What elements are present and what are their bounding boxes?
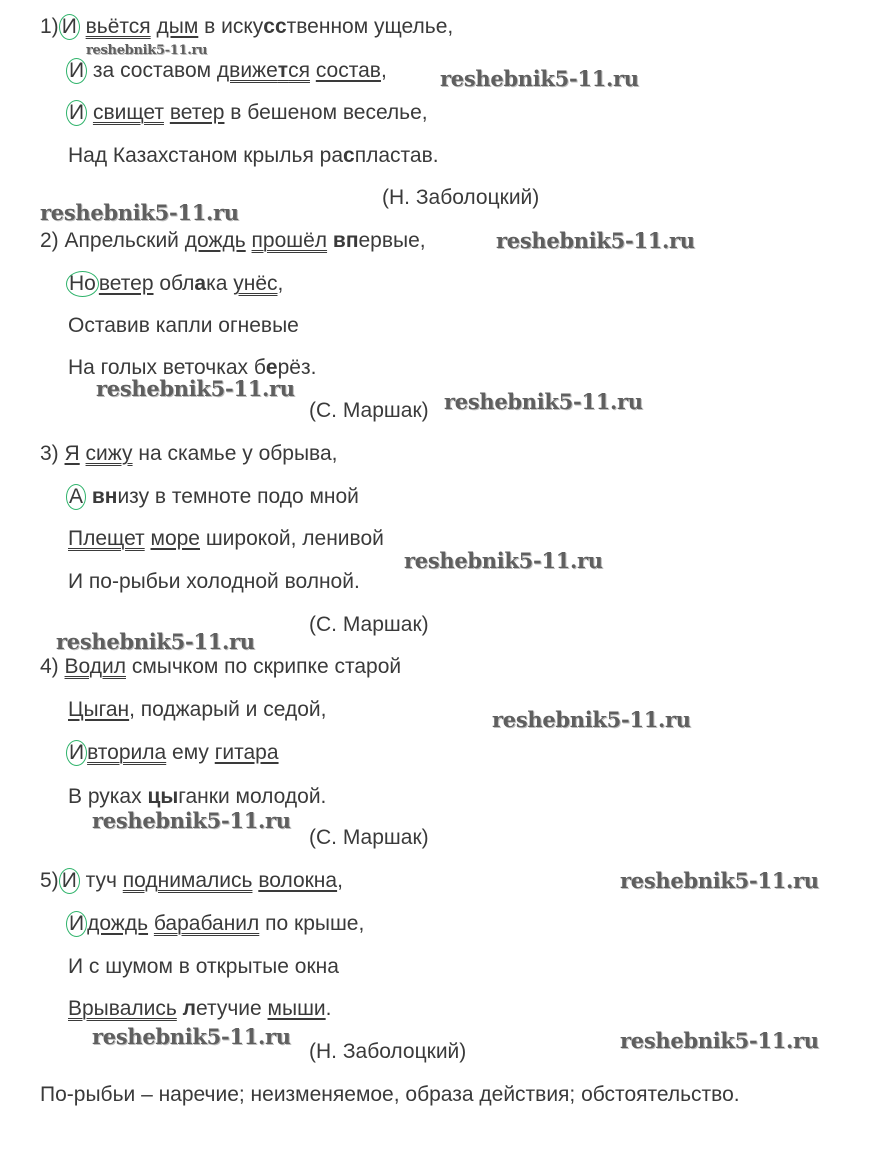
subject: море [150, 527, 200, 550]
poem-4-line-1: 4) Водил смычком по скрипке старой [40, 655, 402, 678]
poem-number: 5) [40, 869, 59, 892]
poem-number: 4) [40, 655, 59, 678]
poem-3-line-4: И по-рыбьи холодной волной. [68, 570, 360, 593]
predicate: вьётся [85, 15, 151, 38]
predicate: сижу [85, 442, 133, 465]
watermark: reshebnik5-11.ru [620, 868, 819, 893]
watermark: reshebnik5-11.ru [404, 548, 603, 573]
predicate: Водил [64, 655, 126, 678]
subject: волокна [258, 869, 338, 892]
poem-4-line-2: Цыган, поджарый и седой, [68, 698, 327, 721]
predicate: свищет [92, 101, 164, 124]
subject: дым [156, 15, 199, 38]
poem-5-line-2: И дождь барабанил по крыше, [66, 911, 364, 937]
poem-3-line-3: Плещет море широкой, ленивой [68, 527, 384, 550]
poem-3-author: (С. Маршак) [309, 613, 429, 636]
watermark: reshebnik5-11.ru [40, 200, 239, 225]
watermark: reshebnik5-11.ru [620, 1028, 819, 1053]
subject: Цыган [68, 698, 130, 721]
poem-2-line-3: Оставив капли огневые [68, 314, 299, 337]
circled-conjunction: И [66, 100, 87, 126]
poem-4-line-3: И вторила ему гитара [66, 740, 279, 766]
poem-3-line-2: А внизу в темноте подо мной [66, 484, 359, 510]
poem-4-author: (С. Маршак) [309, 826, 429, 849]
circled-conjunction: И [66, 740, 87, 766]
poem-5-line-1: 5) И туч поднимались волокна, [40, 869, 343, 892]
poem-1-line-4: Над Казахстаном крылья распластав. [68, 144, 439, 167]
subject: Я [64, 442, 80, 465]
circled-conjunction: Но [66, 271, 99, 297]
watermark: reshebnik5-11.ru [56, 629, 255, 654]
poem-5-line-3: И с шумом в открытые окна [68, 955, 339, 978]
poem-1-author: (Н. Заболоцкий) [382, 186, 540, 209]
subject: дождь [87, 912, 149, 935]
poem-1-line-3: И свищет ветер в бешеном веселье, [66, 100, 428, 126]
poem-1-line-2: И за составом движется состав, [66, 58, 387, 84]
poem-2-line-4: На голых веточках берёз. [68, 356, 317, 379]
subject: ветер [98, 272, 154, 295]
circled-conjunction: И [66, 58, 87, 84]
predicate: унёс [233, 272, 278, 295]
watermark: reshebnik5-11.ru [492, 707, 691, 732]
watermark: reshebnik5-11.ru [496, 228, 695, 253]
poem-number: 2) [40, 229, 59, 252]
predicate: вторила [87, 741, 167, 764]
poem-1-line-1: 1) И вьётся дым в искусственном ущелье, [40, 15, 454, 38]
watermark: reshebnik5-11.ru [92, 808, 291, 833]
poem-2-line-1: 2) Апрельский дождь прошёл впервые, [40, 229, 426, 252]
poem-5-author: (Н. Заболоцкий) [309, 1040, 467, 1063]
poem-4-line-4: В руках цыганки молодой. [68, 785, 327, 808]
watermark: reshebnik5-11.ru [86, 43, 208, 58]
subject: ветер [169, 101, 225, 124]
subject: состав [315, 59, 381, 82]
circled-conjunction: И [59, 14, 80, 40]
circled-conjunction: И [59, 868, 80, 894]
predicate: Плещет [68, 527, 145, 550]
conclusion-text: По-рыбьи – наречие; неизменяемое, образа действия; обстоятельство. [40, 1083, 740, 1106]
subject: гитара [214, 741, 279, 764]
poem-number: 1) [40, 15, 59, 38]
predicate: движется [216, 59, 310, 82]
subject: дождь [184, 229, 246, 252]
predicate: прошёл [251, 229, 328, 252]
watermark: reshebnik5-11.ru [96, 376, 295, 401]
predicate: поднимались [122, 869, 253, 892]
watermark: reshebnik5-11.ru [444, 389, 643, 414]
circled-conjunction: А [66, 484, 86, 510]
poem-3-line-1: 3) Я сижу на скамье у обрыва, [40, 442, 338, 465]
poem-5-line-4: Врывались летучие мыши. [68, 997, 332, 1020]
circled-conjunction: И [66, 911, 87, 937]
subject: мыши [267, 997, 326, 1020]
predicate: Врывались [68, 997, 177, 1020]
watermark: reshebnik5-11.ru [92, 1024, 291, 1049]
poem-2-author: (С. Маршак) [309, 399, 429, 422]
predicate: барабанил [153, 912, 260, 935]
watermark: reshebnik5-11.ru [440, 66, 639, 91]
poem-number: 3) [40, 442, 59, 465]
poem-2-line-2: Но ветер облака унёс, [66, 271, 283, 297]
